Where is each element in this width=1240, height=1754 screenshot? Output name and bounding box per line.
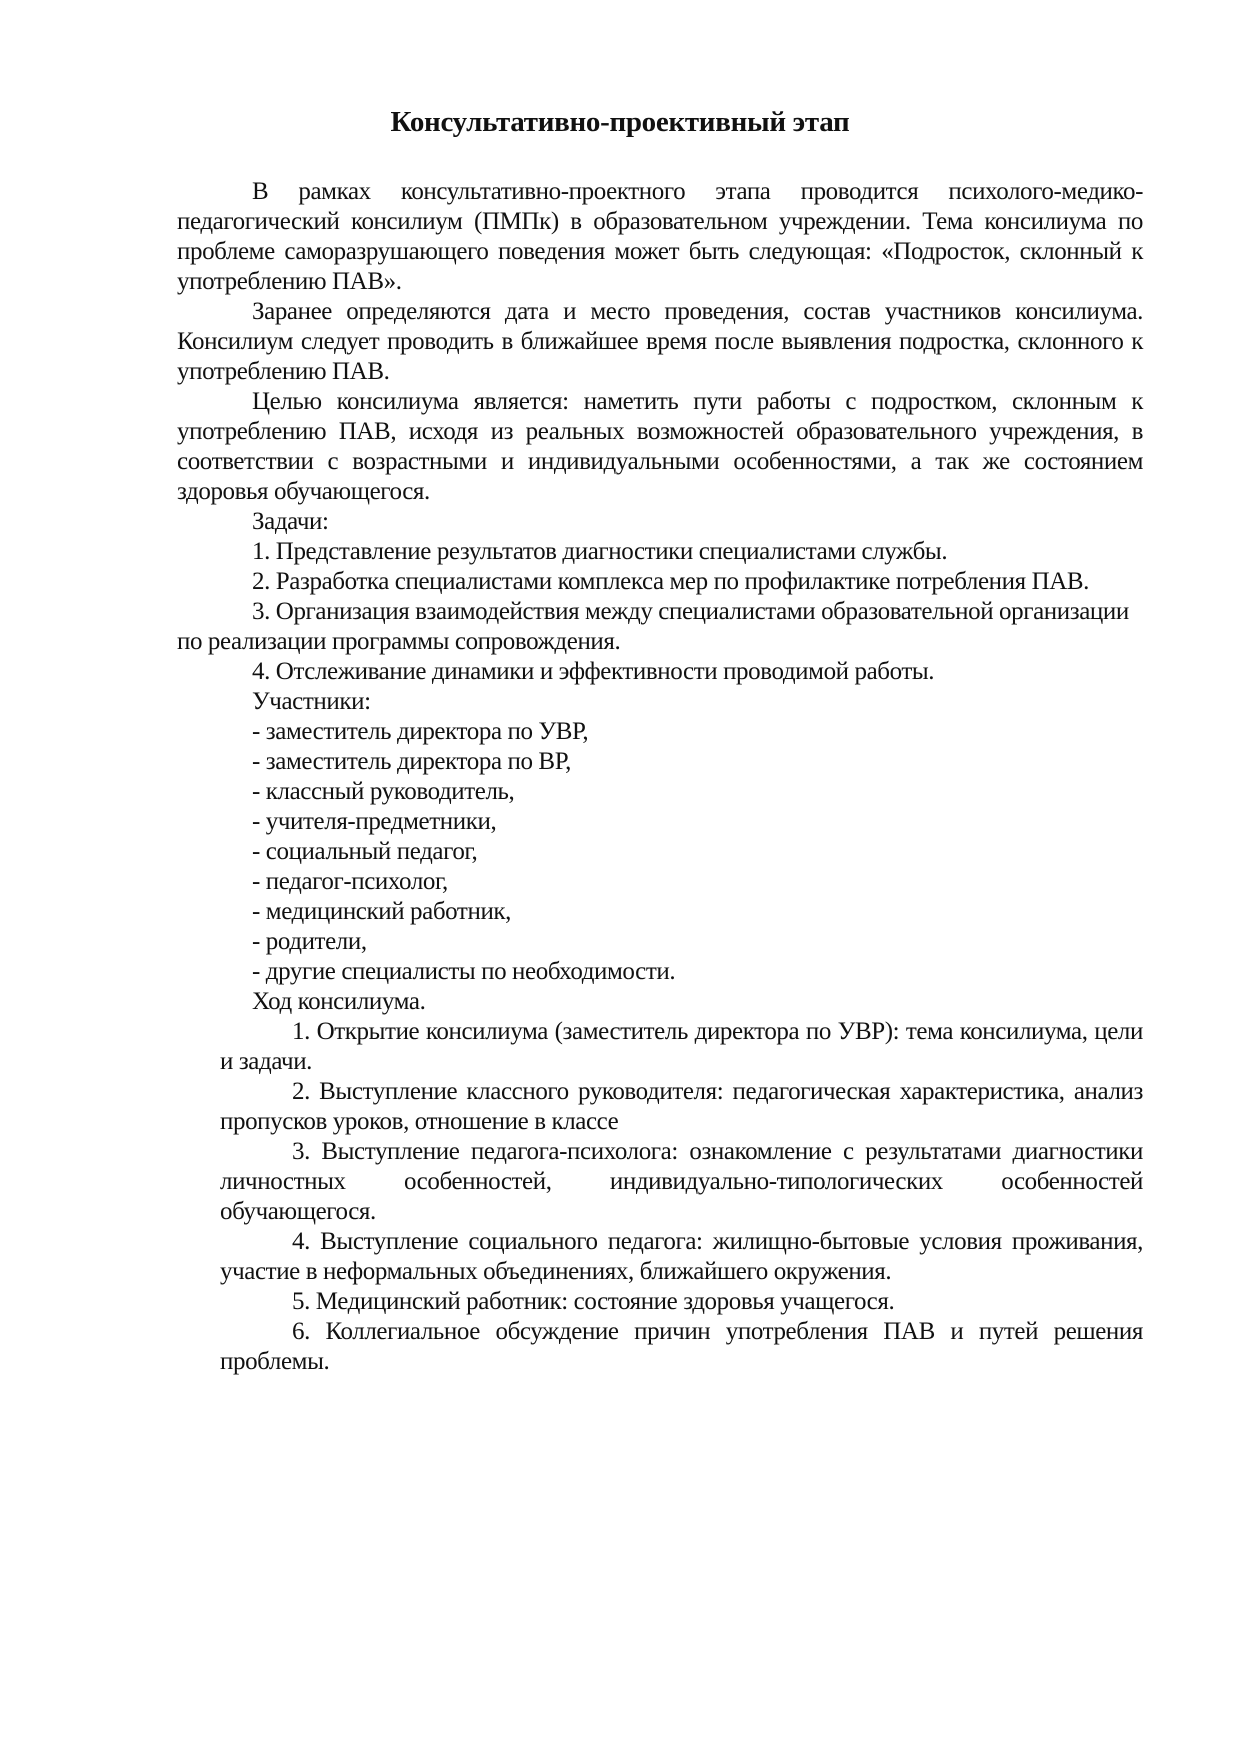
task-item: 3. Организация взаимодействия между специалистами образовательной организации по реализации программы сопровождения.: [177, 598, 1129, 655]
participant-item: - заместитель директора по ВР,: [252, 748, 571, 775]
procedure-item: 5. Медицинский работник: состояние здоровья учащегося.: [292, 1288, 895, 1315]
procedure-item: 1. Открытие консилиума (заместитель директора по УВР): тема консилиума, цели и задачи.: [220, 1018, 1143, 1075]
tasks-heading: Задачи:: [252, 508, 329, 535]
participant-item: - учителя-предметники,: [252, 808, 497, 835]
participant-item: - другие специалисты по необходимости.: [252, 958, 676, 985]
procedure-item: 2. Выступление классного руководителя: педагогическая характеристика, анализ пропусков уроков, отношение в классе: [220, 1078, 1143, 1135]
participant-item: - родители,: [252, 928, 367, 955]
participant-item: - медицинский работник,: [252, 898, 512, 925]
participant-item: - заместитель директора по УВР,: [252, 718, 589, 745]
procedure-heading: Ход консилиума.: [252, 988, 426, 1015]
participant-item: - классный руководитель,: [252, 778, 515, 805]
task-item: 4. Отслеживание динамики и эффективности проводимой работы.: [252, 658, 935, 685]
paragraph-schedule: Заранее определяются дата и место проведения, состав участников консилиума. Консилиум следует проводить в ближайшее время после выявления подростка, склонного к употреблению ПАВ.: [177, 298, 1143, 385]
task-item: 2. Разработка специалистами комплекса мер по профилактике потребления ПАВ.: [252, 568, 1090, 595]
procedure-item: 6. Коллегиальное обсуждение причин употребления ПАВ и путей решения проблемы.: [220, 1318, 1143, 1375]
participant-item: - социальный педагог,: [252, 838, 478, 865]
paragraph-intro: В рамках консультативно-проектного этапа проводится психолого-медико-педагогический консилиум (ПМПк) в образовательном учреждении. Тема консилиума по проблеме саморазрушающего поведения может быть следующая: «Подросток, склонный к употреблению ПАВ».: [177, 178, 1143, 295]
paragraph-goal: Целью консилиума является: наметить пути работы с подростком, склонным к употреблению ПАВ, исходя из реальных возможностей образовательного учреждения, в соответствии с возрастными и индивидуальными особенностями, а так же состоянием здоровья обучающегося.: [177, 388, 1143, 505]
page-title: Консультативно-проективный этап: [390, 106, 850, 138]
document-body: [177, 177, 1143, 1377]
participant-item: - педагог-психолог,: [252, 868, 448, 895]
participants-heading: Участники:: [252, 688, 371, 715]
procedure-item: 3. Выступление педагога-психолога: ознакомление с результатами диагностики личностных особенностей, индивидуально-типологических особенностей обучающегося.: [220, 1138, 1143, 1225]
procedure-list: [177, 1017, 1143, 1377]
procedure-item: 4. Выступление социального педагога: жилищно-бытовые условия проживания, участие в неформальных объединениях, ближайшего окружения.: [220, 1228, 1143, 1285]
task-item: 1. Представление результатов диагностики специалистами службы.: [252, 538, 948, 565]
